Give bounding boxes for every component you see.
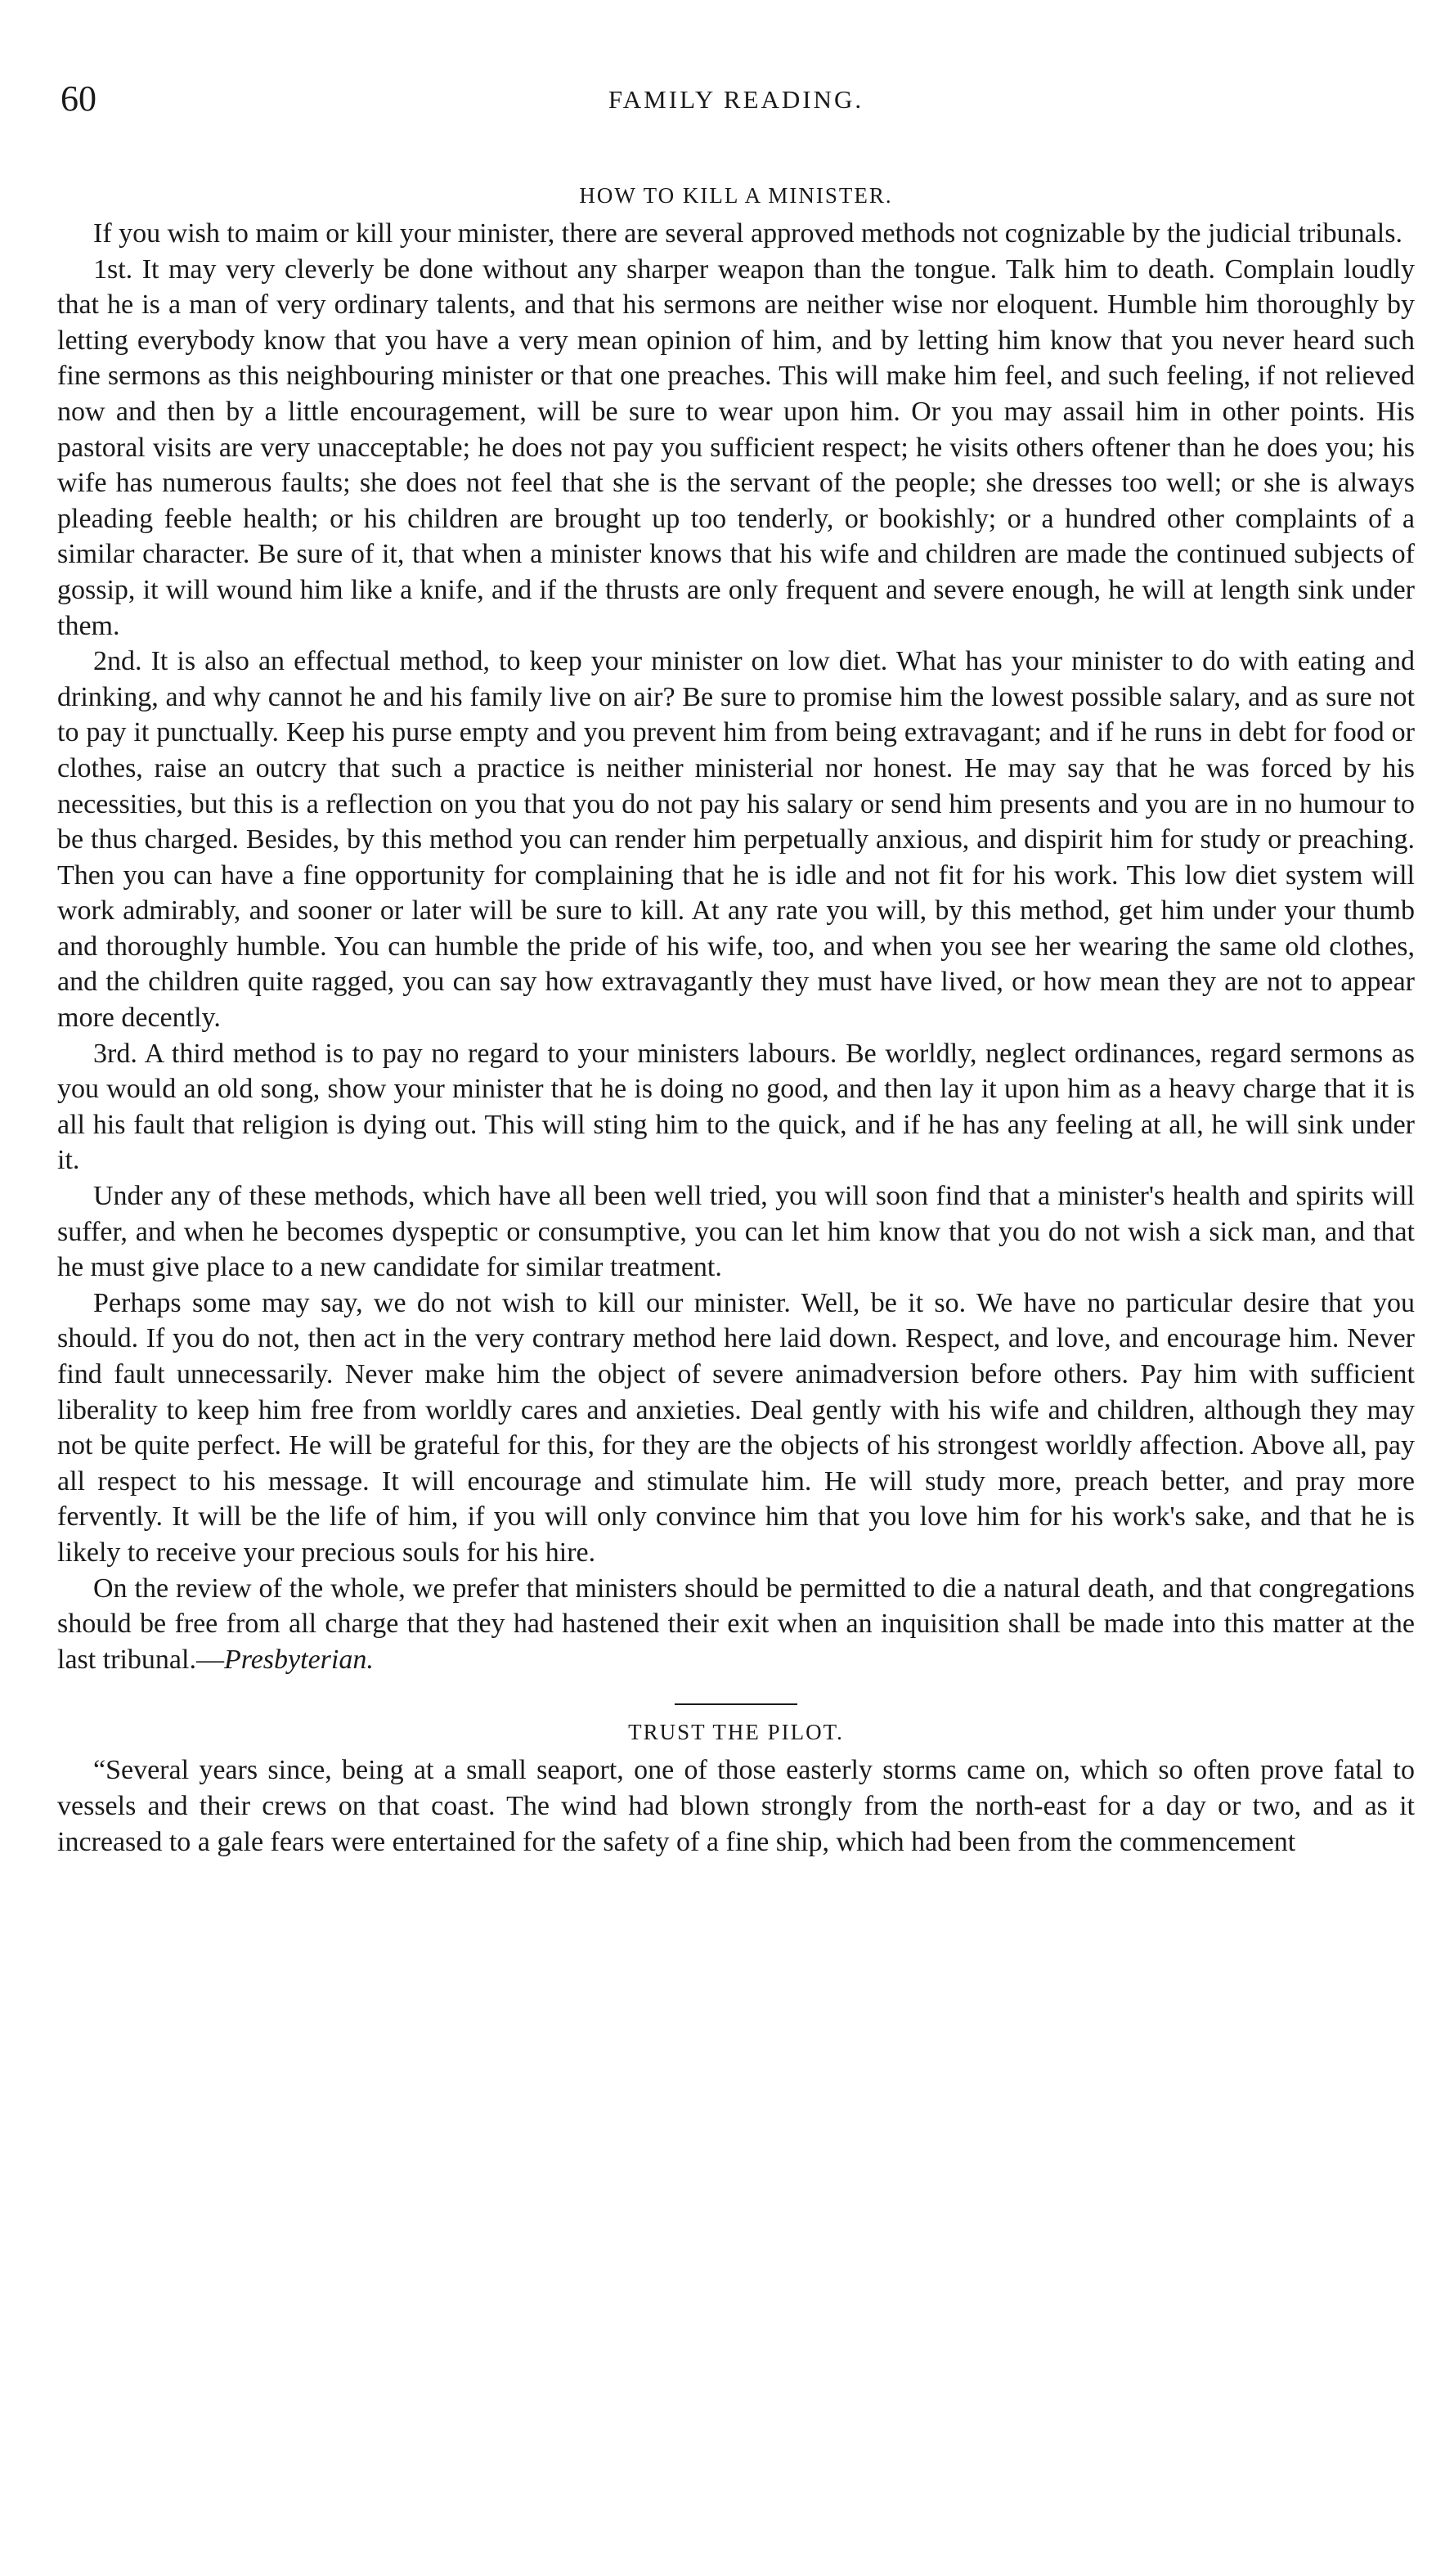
section-divider [675, 1703, 797, 1705]
paragraph: Under any of these methods, which have all been well tried, you will soon find that a minister's health and spirits will suffer, and when he becomes dyspeptic or consumptive, you can let him know that you do not wish a sick man, and that he must give place to a new candidate for similar treatment. [57, 1181, 1415, 1283]
page-number: 60 [61, 79, 96, 119]
article-how-to-kill-a-minister [57, 180, 1415, 1677]
running-head [57, 79, 1415, 128]
paragraph-text: On the review of the whole, we prefer that ministers should be permitted to die a natural death, and that congregations should be free from all charge that they had hastened their exit when an inquisition shall be made into this matter at the last tribunal.— [57, 1573, 1415, 1675]
paragraph: 1st. It may very cleverly be done without any sharper weapon than the tongue. Talk him to death. Complain loudly that he is a man of very ordinary talents, and that his sermons are neither wise nor eloquent. Humble him thoroughly by letting everybody know that you have a very mean opinion of him, and by letting him know that you never heard such fine sermons as this neighbouring minister or that one preaches. This will make him feel, and such feeling, if not relieved now and then by a little encouragement, will be sure to wear upon him. Or you may assail him in other points. His pastoral visits are very unacceptable; he does not pay you sufficient respect; he visits others oftener than he does you; his wife has numerous faults; she does not feel that she is the servant of the people; she dresses too well; or she is always pleading feeble health; or his children are brought up too tenderly, or bookishly; or a hundred other complaints of a similar character. Be sure of it, that when a minister knows that his wife and children are made the continued subjects of gossip, it will wound him like a knife, and if the thrusts are only frequent and severe enough, he will at length sink under them. [57, 254, 1415, 641]
paragraph: Perhaps some may say, we do not wish to kill our minister. Well, be it so. We have no particular desire that you should. If you do not, then act in the very contrary method here laid down. Respect, and love, and encourage him. Never find fault unnecessarily. Never make him the object of severe animadversion before others. Pay him with sufficient liberality to keep him free from worldly cares and anxieties. Deal gently with his wife and children, although they may not be quite perfect. He will be grateful for this, for they are the objects of his strongest worldly affection. Above all, pay all respect to his message. It will encourage and stimulate him. He will study more, preach better, and pray more fervently. It will be the life of him, if you will only convince him that you love him for his work's sake, and that he is likely to receive your precious souls for his hire. [57, 1287, 1415, 1568]
article-trust-the-pilot [57, 1717, 1415, 1860]
paragraph: “Several years since, being at a small seaport, one of those easterly storms came on, which so often prove fatal to vessels and their crews on that coast. The wind had blown strongly from the north-east for a day or two, and as it increased to a gale fears were entertained for the safety of a fine ship, which had been from the commencement [57, 1755, 1415, 1857]
article-title: HOW TO KILL A MINISTER. [579, 183, 893, 208]
paragraph: If you wish to maim or kill your minister, there are several approved methods not cognizable by the judicial tribunals. [93, 218, 1402, 249]
closing-paragraph [57, 1571, 1415, 1678]
byline: Presbyterian. [223, 1644, 374, 1675]
page [57, 79, 1415, 1860]
paragraph: 3rd. A third method is to pay no regard to your ministers labours. Be worldly, neglect ordinances, regard sermons as you would an old song, show your minister that he is doing no good, and then lay it upon him as a heavy charge that it is all his fault that religion is dying out. This will sting him to the quick, and if he has any feeling at all, he will sink under it. [57, 1038, 1415, 1176]
running-title: FAMILY READING. [608, 85, 864, 114]
article-title: TRUST THE PILOT. [628, 1720, 844, 1745]
paragraph: 2nd. It is also an effectual method, to keep your minister on low diet. What has your minister to do with eating and drinking, and why cannot he and his family live on air? Be sure to promise him the lowest possible salary, and as sure not to pay it punctually. Keep his purse empty and you prevent him from being extravagant; and if he runs in debt for food or clothes, raise an outcry that such a practice is neither ministerial nor honest. He may say that he was forced by his necessities, but this is a reflection on you that you do not pay his salary or send him presents and you are in no humour to be thus charged. Besides, by this method you can render him perpetually anxious, and dispirit him for study or preaching. Then you can have a fine opportunity for complaining that he is idle and not fit for his work. This low diet system will work admirably, and sooner or later will be sure to kill. At any rate you will, by this method, get him under your thumb and thoroughly humble. You can humble the pride of his wife, too, and when you see her wearing the same old clothes, and the children quite ragged, you can say how extravagantly they must have lived, or how mean they are not to appear more decently. [57, 646, 1415, 1034]
